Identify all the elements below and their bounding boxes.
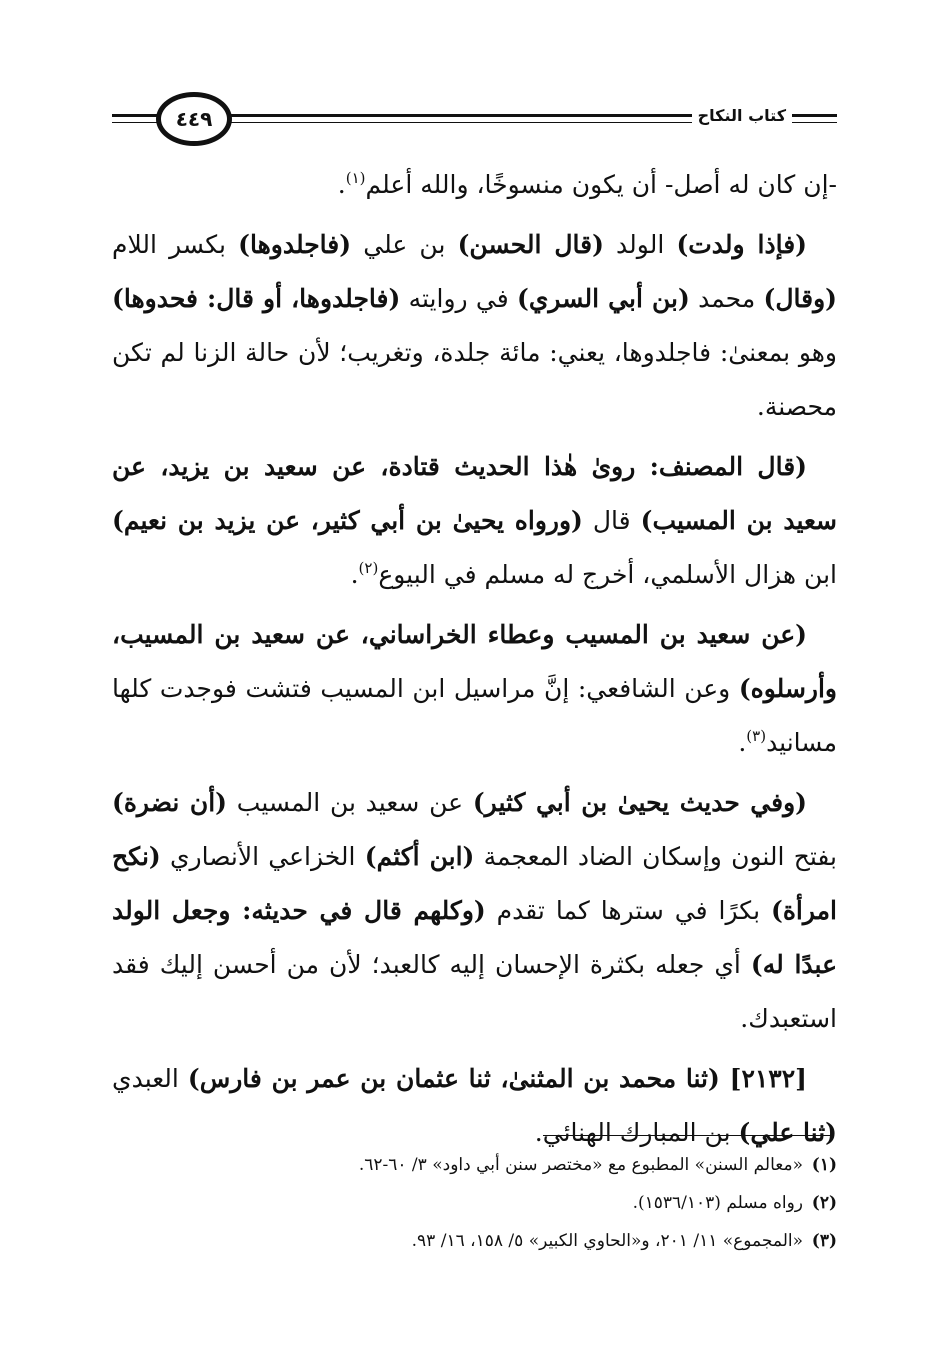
footnote-3 — [112, 1222, 837, 1260]
text-run: بكرًا في سترها كما تقدم — [485, 896, 771, 925]
page-number: ٤٤٩ — [175, 107, 213, 131]
footnote-ref-2[interactable]: (٢) — [358, 559, 379, 577]
text-run: محمد — [689, 284, 764, 313]
text-run: في روايته — [400, 284, 518, 313]
paragraph-6 — [112, 1052, 837, 1160]
footnotes — [112, 1146, 837, 1260]
paragraph-5 — [112, 776, 837, 1046]
footnote-number: (٢) — [811, 1193, 837, 1213]
text-run: . — [738, 728, 747, 757]
bold-phrase: (قال الحسن) — [457, 230, 604, 259]
footnote-2 — [112, 1184, 837, 1222]
text-run: بن المبارك الهنائي. — [534, 1118, 739, 1147]
footnote-1 — [112, 1146, 837, 1184]
paragraph-3 — [112, 440, 837, 602]
bold-phrase: (وكلهم قال في حديثه: وجعل الولد عبدًا له) — [112, 896, 837, 979]
text-run: الخزاعي الأنصاري — [160, 842, 365, 871]
bold-phrase: (فاجلدوها) — [238, 230, 352, 259]
text-run: بفتح النون وإسكان الضاد المعجمة — [474, 842, 838, 871]
text-run: بن علي — [351, 230, 458, 259]
text-run: أي جعله بكثرة الإحسان إليه كالعبد؛ لأن من أحسن إليك فقد استعبدك. — [112, 950, 837, 1033]
bold-phrase: (فاجلدوها، أو قال: فحدوها) — [112, 284, 401, 313]
text-run: العبدي — [112, 1064, 188, 1093]
bold-phrase: (نكح امرأة) — [112, 842, 837, 925]
bold-phrase: (عن سعيد بن المسيب وعطاء الخراساني، عن سعيد بن المسيب، وأرسلوه) — [112, 620, 837, 703]
bold-phrase: (فإذا ولدت) — [676, 230, 807, 259]
chapter-title: كتاب النكاح — [692, 106, 792, 126]
footnote-number: (٣) — [811, 1231, 837, 1251]
text-run: -إن كان له أصل- أن يكون منسوخًا، والله أعلم — [365, 170, 837, 199]
paragraph-4 — [112, 608, 837, 770]
footnote-text: رواه مسلم (١٥٣٦/١٠٣). — [632, 1193, 803, 1213]
paragraph-2 — [112, 218, 837, 434]
text-run: بكسر اللام — [112, 230, 239, 259]
text-run: ابن هزال الأسلمي، أخرج له مسلم في البيوع — [378, 560, 837, 589]
text-run: . — [350, 560, 359, 589]
footnote-ref-1[interactable]: (١) — [345, 169, 366, 187]
bold-phrase: (ابن أكثم) — [364, 842, 475, 871]
text-run: قال — [582, 506, 641, 535]
page-header — [112, 92, 837, 152]
bold-phrase: (وقال) — [763, 284, 837, 313]
footnote-separator — [543, 1135, 833, 1136]
bold-phrase: (وفي حديث يحيىٰ بن أبي كثير) — [472, 788, 807, 817]
text-run: وعن الشافعي: إنَّ مراسيل ابن المسيب فتشت فوجدت كلها مسانيد — [112, 674, 837, 757]
bold-phrase: [٢١٣٢] (ثنا محمد بن المثنىٰ، ثنا عثمان بن عمر بن فارس) — [187, 1064, 807, 1093]
bold-phrase: (بن أبي السري) — [517, 284, 690, 313]
text-run: عن سعيد بن المسيب — [227, 788, 473, 817]
bold-phrase: (ورواه يحيىٰ بن أبي كثير، عن يزيد بن نعيم) — [112, 506, 583, 535]
main-text — [112, 158, 837, 1166]
page-number-badge — [156, 92, 232, 146]
bold-phrase: (أن نضرة) — [112, 788, 228, 817]
bold-phrase: (قال المصنف: روىٰ هٰذا الحديث قتادة، عن سعيد بن يزيد، عن سعيد بن المسيب) — [112, 452, 837, 535]
paragraph-1 — [112, 158, 837, 212]
footnote-text: «معالم السنن» المطبوع مع «مختصر سنن أبي داود» ٣/ ٦٠-٦٢. — [358, 1155, 803, 1175]
text-run: الولد — [603, 230, 677, 259]
footnote-text: «المجموع» ١١/ ٢٠١، و«الحاوي الكبير» ٥/ ١٥٨، ١٦/ ٩٣. — [411, 1231, 803, 1251]
text-run: وهو بمعنىٰ: فاجلدوها، يعني: مائة جلدة، وتغريب؛ لأن حالة الزنا لم تكن محصنة. — [112, 338, 837, 421]
text-run: . — [337, 170, 346, 199]
footnote-ref-3[interactable]: (٣) — [746, 727, 767, 745]
footnote-number: (١) — [811, 1155, 837, 1175]
bold-phrase: (ثنا علي) — [738, 1118, 837, 1147]
